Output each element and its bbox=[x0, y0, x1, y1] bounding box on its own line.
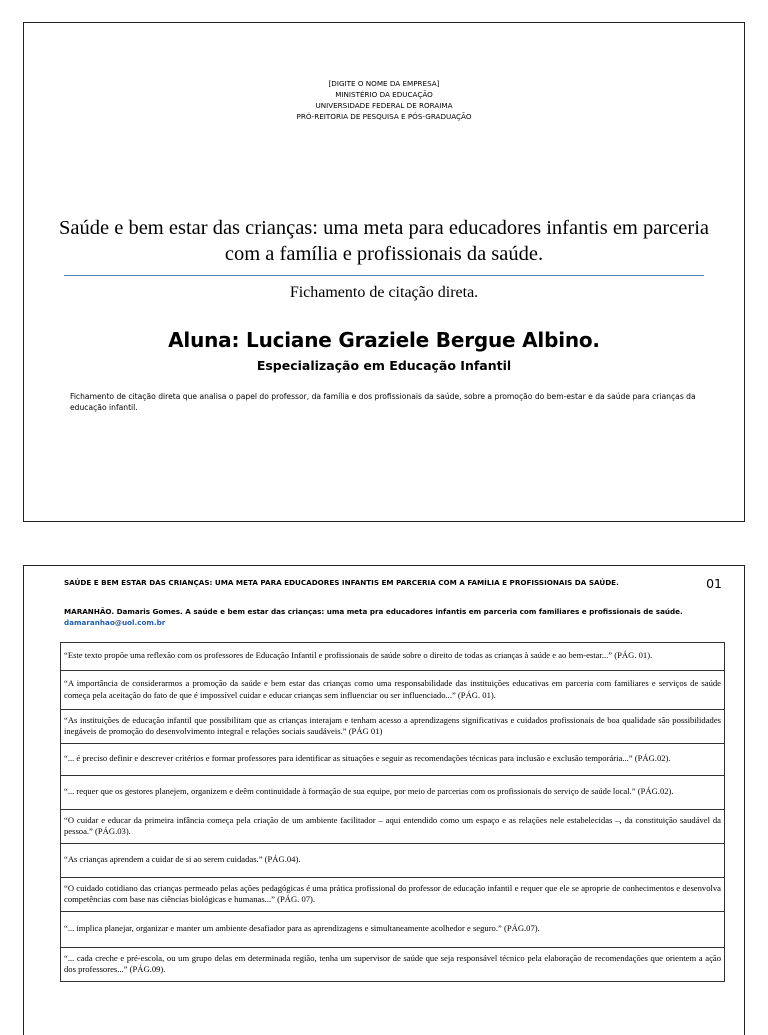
company-name-placeholder: [DIGITE O NOME DA EMPRESA] bbox=[328, 79, 440, 88]
table-row bbox=[61, 671, 725, 710]
citations-page bbox=[23, 565, 745, 1035]
quote-cell: “... cada creche e pré-escola, ou um grupo delas em determinada região, tenha um supervisor de saúde que seja responsável técnico pela elaboração de recomendações que orientem a ação dos professores...” (PÁG.09). bbox=[61, 948, 725, 982]
table-row bbox=[61, 948, 725, 982]
department-name: PRÓ-REITORIA DE PESQUISA E PÓS-GRADUAÇÃO bbox=[296, 112, 472, 121]
table-row bbox=[61, 912, 725, 948]
reference-email-link[interactable]: damaranhao@uol.com.br bbox=[64, 618, 166, 627]
institution-header bbox=[24, 78, 744, 122]
quotes-table bbox=[60, 642, 725, 982]
quote-cell: “... é preciso definir e descrever critérios e formar professores para identificar as situações e seguir as recomendações técnicas para inclusão e exclusão temporária...” (PÁG.02). bbox=[61, 744, 725, 776]
table-row bbox=[61, 643, 725, 671]
document-title: Saúde e bem estar das crianças: uma meta para educadores infantis em parceria com a família e profissionais da saúde. bbox=[59, 217, 709, 265]
table-row bbox=[61, 710, 725, 744]
quote-cell: “O cuidar e educar da primeira infância começa pela criação de um ambiente facilitador – aqui entendido como um espaço e as relações nele estabelecidas –, da constituição saudável da pessoa.” (PÁG.03). bbox=[61, 810, 725, 844]
quote-cell: “As crianças aprendem a cuidar de si ao serem cuidadas.” (PÁG.04). bbox=[61, 844, 725, 878]
table-row bbox=[61, 744, 725, 776]
student-name: Aluna: Luciane Graziele Bergue Albino. bbox=[168, 328, 600, 352]
bibliographic-reference bbox=[64, 606, 724, 628]
ministry-name: MINISTÉRIO DA EDUCAÇÃO bbox=[335, 90, 433, 99]
reference-text: A saúde e bem estar das crianças: uma meta pra educadores infantis em parceria com familiares e profissionais de saúde. bbox=[182, 607, 683, 616]
table-row bbox=[61, 878, 725, 912]
reference-author: MARANHÃO. Damaris Gomes. bbox=[64, 607, 183, 616]
quote-cell: “... implica planejar, organizar e manter um ambiente desafiador para as aprendizagens e simultaneamente acolhedor e seguro.” (PÁG.07). bbox=[61, 912, 725, 948]
document-subtitle: Fichamento de citação direta. bbox=[289, 284, 479, 301]
cover-page bbox=[23, 22, 745, 522]
page-number: 01 bbox=[706, 576, 722, 591]
document-description: Fichamento de citação direta que analisa o papel do professor, da família e dos profissionais da saúde, sobre a promoção do bem-estar e da saúde para crianças da educação infantil. bbox=[70, 392, 696, 412]
quote-cell: “O cuidado cotidiano das crianças permeado pelas ações pedagógicas é uma prática profissional do professor de educação infantil e requer que ele se aproprie de conhecimentos e desenvolva competências com base nas ciências biológicas e humanas...” (PÁG. 07). bbox=[61, 878, 725, 912]
running-title: SAÚDE E BEM ESTAR DAS CRIANÇAS: UMA META PARA EDUCADORES INFANTIS EM PARCERIA COM A FAMÍLIA E PROFISSIONAIS DA SAÚDE. bbox=[64, 578, 619, 587]
title-divider bbox=[64, 275, 704, 276]
quote-cell: “A importância de considerarmos a promoção da saúde e bem estar das crianças como uma responsabilidade das instituições educativas em parceria com familiares e serviços de saúde começa pela aceitação do fato de que é impossível cuidar e educar crianças sem influenciar ou ser influenciado...” (PÁG. 01). bbox=[61, 671, 725, 710]
table-row bbox=[61, 776, 725, 810]
quote-cell: “Este texto propõe uma reflexão com os professores de Educação Infantil e profissionais de saúde sobre o direito de todas as crianças à saúde e ao bem-estar...” (PÁG. 01). bbox=[61, 643, 725, 671]
quote-cell: “... requer que os gestores planejem, organizem e deêm continuidade à formação de sua equipe, por meio de parcerias com os profissionais do serviço de saúde local.” (PÁG.02). bbox=[61, 776, 725, 810]
table-row bbox=[61, 810, 725, 844]
course-name: Especialização em Educação Infantil bbox=[256, 358, 512, 373]
quote-cell: “As instituições de educação infantil que possibilitam que as crianças interajam e tenham acesso a aprendizagens significativas e cuidados profissionais de boa qualidade são possibilidades inegáveis de promoção do desenvolvimento integral e relações sociais saudáveis.” (PÁG 01) bbox=[61, 710, 725, 744]
table-row bbox=[61, 844, 725, 878]
university-name: UNIVERSIDADE FEDERAL DE RORAIMA bbox=[315, 101, 453, 110]
